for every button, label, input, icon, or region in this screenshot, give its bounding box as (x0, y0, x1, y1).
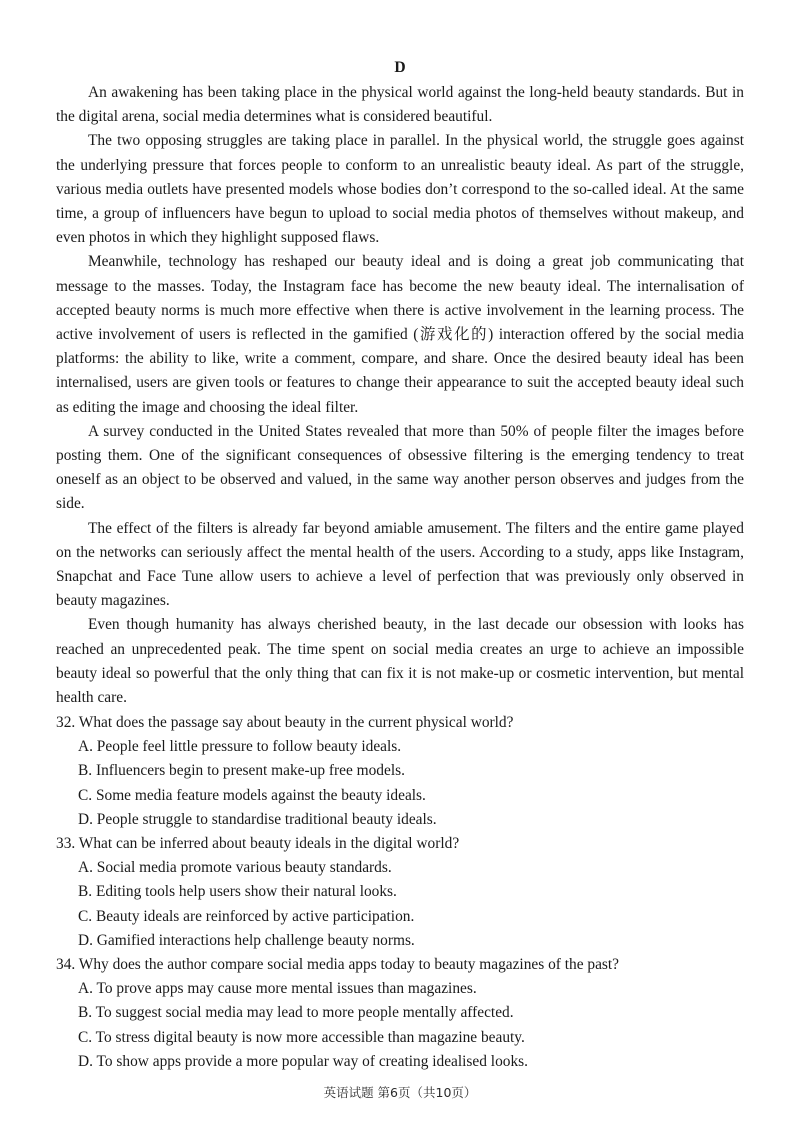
option-b: B. Influencers begin to present make-up free models. (78, 762, 405, 780)
question-32 (56, 711, 744, 832)
option-a: A. To prove apps may cause more mental issues than magazines. (78, 980, 477, 998)
question-list (56, 711, 744, 1074)
option-d: D. People struggle to standardise traditional beauty ideals. (78, 810, 437, 828)
option-d: D. To show apps provide a more popular way of creating idealised looks. (78, 1052, 528, 1070)
option-list (56, 977, 744, 1074)
option-list (56, 735, 744, 832)
question-stem: 34. Why does the author compare social media apps today to beauty magazines of the past? (56, 956, 620, 974)
passage-paragraph-1: An awakening has been taking place in the physical world against the long-held beauty standards. But in the digital arena, social media determines what is considered beautiful. (56, 84, 744, 126)
reading-passage (56, 81, 744, 710)
question-stem: 32. What does the passage say about beauty in the current physical world? (56, 714, 514, 731)
option-c: C. To stress digital beauty is now more accessible than magazine beauty. (78, 1028, 525, 1046)
passage-paragraph-2: The two opposing struggles are taking place in parallel. In the physical world, the struggle goes against the underlying pressure that forces people to conform to an unrealistic beauty ideal. As part of the struggle, various media outlets have presented models whose bodies don’t correspond to the so-called ideal. At the same time, a group of influencers have begun to upload to social media photos of themselves without makeup, and even photos in which they highlight supposed flaws. (56, 132, 744, 247)
option-a: A. Social media promote various beauty standards. (78, 859, 392, 877)
passage-paragraph-6: Even though humanity has always cherished beauty, in the last decade our obsession with looks has reached an unprecedented peak. The time spent on social media creates an urge to achieve an impossible beauty ideal so powerful that the only thing that can fix it is not make-up or cosmetic intervention, but mental health care. (56, 616, 744, 707)
page-footer: 英语试题 第6页（共10页） (323, 1085, 477, 1100)
question-stem: 33. What can be inferred about beauty ideals in the digital world? (56, 835, 460, 853)
passage-paragraph-3: Meanwhile, technology has reshaped our beauty ideal and is doing a great job communicating that message to the masses. Today, the Instagram face has become the new beauty ideal. The internalisation of accepted beauty norms is much more effective when there is active involvement in the learning process. The active involvement of users is reflected in the gamified (游戏化的) interaction offered by the social media platforms: the ability to like, write a comment, compare, and share. Once the desired beauty ideal has been internalised, users are given tools or features to change their appearance to suit the accepted beauty ideal such as editing the image and choosing the ideal filter. (56, 253, 744, 416)
passage-paragraph-5: The effect of the filters is already far beyond amiable amusement. The filters and the entire game played on the networks can seriously affect the mental health of the users. According to a study, apps like Instagram, Snapchat and Face Tune allow users to achieve a level of perfection that was previously only observed in beauty magazines. (56, 519, 744, 610)
option-c: C. Some media feature models against the beauty ideals. (78, 786, 426, 804)
option-a: A. People feel little pressure to follow beauty ideals. (78, 738, 402, 756)
option-b: B. To suggest social media may lead to more people mentally affected. (78, 1004, 514, 1022)
passage-paragraph-4: A survey conducted in the United States revealed that more than 50% of people filter the images before posting them. One of the significant consequences of obsessive filtering is the emerging tendency to treat oneself as an object to be observed and valued, in the same way another person observes and judges from the side. (56, 422, 744, 513)
question-34 (56, 953, 744, 1074)
option-list (56, 856, 744, 953)
question-33 (56, 832, 744, 953)
option-c: C. Beauty ideals are reinforced by active participation. (78, 907, 415, 925)
option-b: B. Editing tools help users show their natural looks. (78, 883, 397, 901)
section-title: D (394, 59, 406, 76)
option-d: D. Gamified interactions help challenge beauty norms. (78, 931, 415, 949)
